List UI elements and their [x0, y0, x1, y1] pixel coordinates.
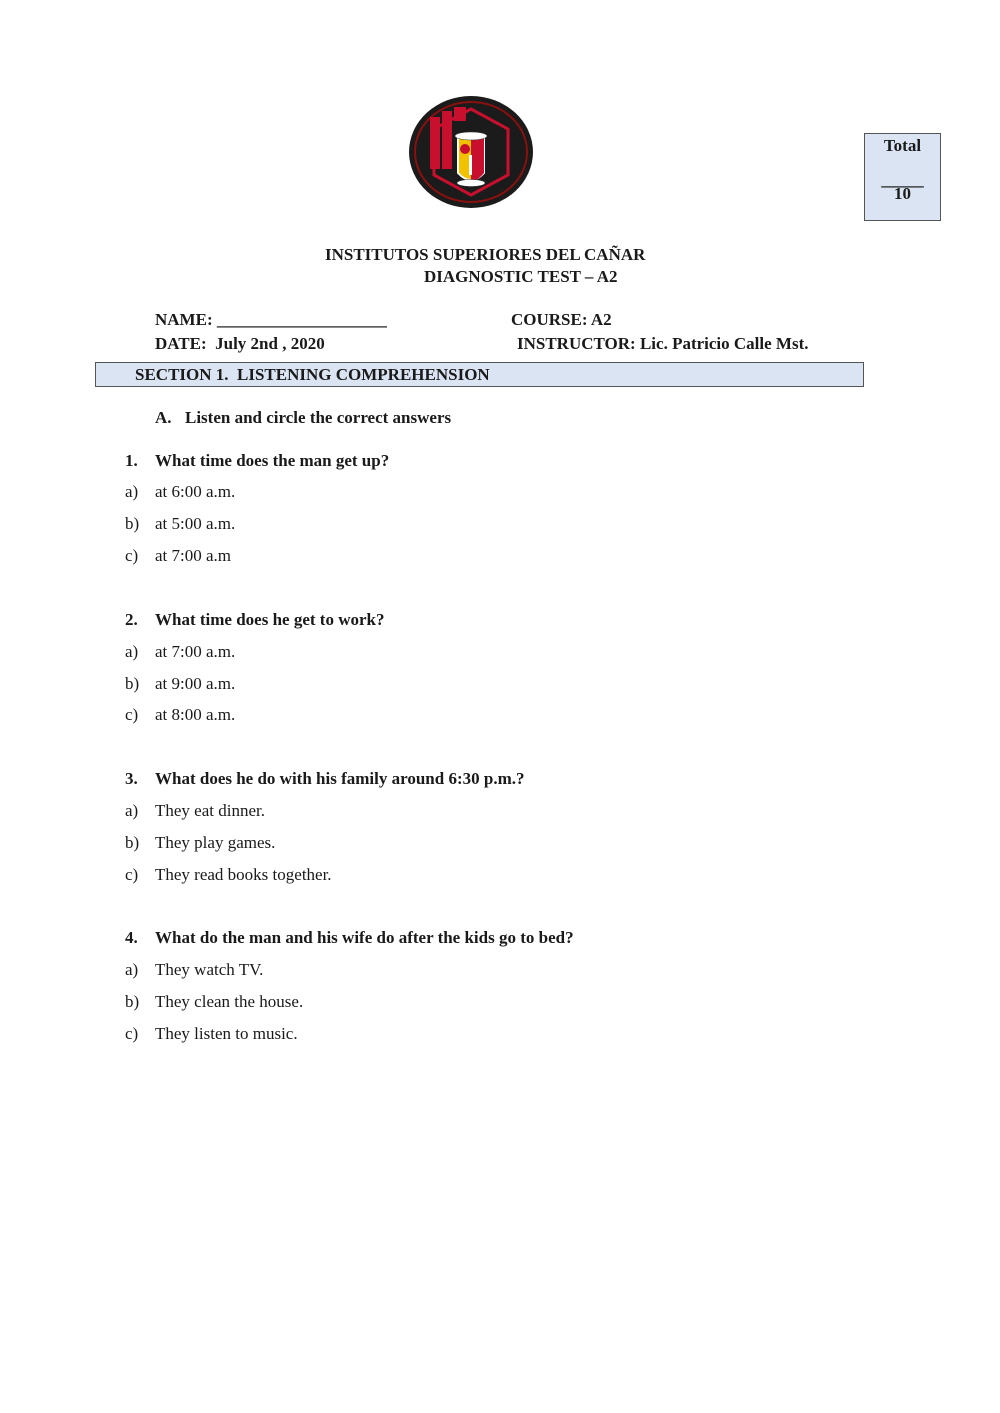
option-letter: c) [125, 865, 139, 884]
question-number: 3. [125, 769, 138, 788]
option-letter: c) [125, 705, 139, 724]
option-text: at 5:00 a.m. [155, 514, 236, 533]
option-text: They play games. [155, 833, 276, 852]
course-field: COURSE: A2 [511, 310, 612, 329]
option-letter: a) [125, 801, 139, 820]
question-number: 2. [125, 610, 138, 629]
option-letter: b) [125, 992, 140, 1011]
q2-option-c[interactable] [125, 705, 235, 725]
q2-option-b[interactable] [125, 674, 235, 694]
instruction-letter: A. [155, 408, 172, 427]
q3-option-b[interactable] [125, 833, 275, 853]
question-number: 4. [125, 928, 138, 947]
option-text: at 6:00 a.m. [155, 482, 236, 501]
question-text: What time does he get to work? [155, 610, 385, 629]
question-2 [125, 610, 384, 630]
instruction-text: Listen and circle the correct answers [185, 408, 452, 427]
option-letter: b) [125, 514, 140, 533]
question-4 [125, 928, 574, 948]
total-blank: _____ [881, 170, 924, 189]
section-title: SECTION 1. LISTENING COMPREHENSION [135, 365, 490, 384]
q4-option-a[interactable] [125, 960, 263, 980]
question-text: What does he do with his family around 6:30 p.m.? [155, 769, 525, 788]
option-letter: a) [125, 960, 139, 979]
total-score-box [864, 133, 941, 221]
date-field: DATE: July 2nd , 2020 [155, 334, 325, 353]
option-text: at 7:00 a.m [155, 546, 232, 565]
option-letter: b) [125, 833, 140, 852]
question-text: What time does the man get up? [155, 451, 390, 470]
q1-option-c[interactable] [125, 546, 231, 566]
question-text: What do the man and his wife do after the kids go to bed? [155, 928, 574, 947]
q2-option-a[interactable] [125, 642, 235, 662]
option-text: at 9:00 a.m. [155, 674, 236, 693]
option-text: They read books together. [155, 865, 332, 884]
option-text: They clean the house. [155, 992, 304, 1011]
total-value: 10 [894, 184, 911, 203]
option-text: at 7:00 a.m. [155, 642, 236, 661]
instruction [155, 408, 451, 428]
option-letter: c) [125, 1024, 139, 1043]
name-field[interactable]: NAME: ____________________ [155, 310, 387, 329]
question-number: 1. [125, 451, 138, 470]
option-letter: a) [125, 482, 139, 501]
q1-option-a[interactable] [125, 482, 235, 502]
institution-logo [408, 95, 535, 210]
q1-option-b[interactable] [125, 514, 235, 534]
q4-option-b[interactable] [125, 992, 303, 1012]
option-letter: c) [125, 546, 139, 565]
test-title: DIAGNOSTIC TEST – A2 [424, 267, 618, 286]
q4-option-c[interactable] [125, 1024, 298, 1044]
question-1 [125, 451, 389, 471]
option-letter: a) [125, 642, 139, 661]
question-3 [125, 769, 525, 789]
total-label: Total [883, 136, 922, 155]
option-text: They watch TV. [155, 960, 264, 979]
q3-option-c[interactable] [125, 865, 332, 885]
option-text: at 8:00 a.m. [155, 705, 236, 724]
section-heading [95, 362, 864, 387]
option-letter: b) [125, 674, 140, 693]
option-text: They eat dinner. [155, 801, 265, 820]
instructor-field: INSTRUCTOR: Lic. Patricio Calle Mst. [517, 334, 809, 353]
q3-option-a[interactable] [125, 801, 265, 821]
option-text: They listen to music. [155, 1024, 298, 1043]
institution-name: INSTITUTOS SUPERIORES DEL CAÑAR [325, 245, 646, 264]
